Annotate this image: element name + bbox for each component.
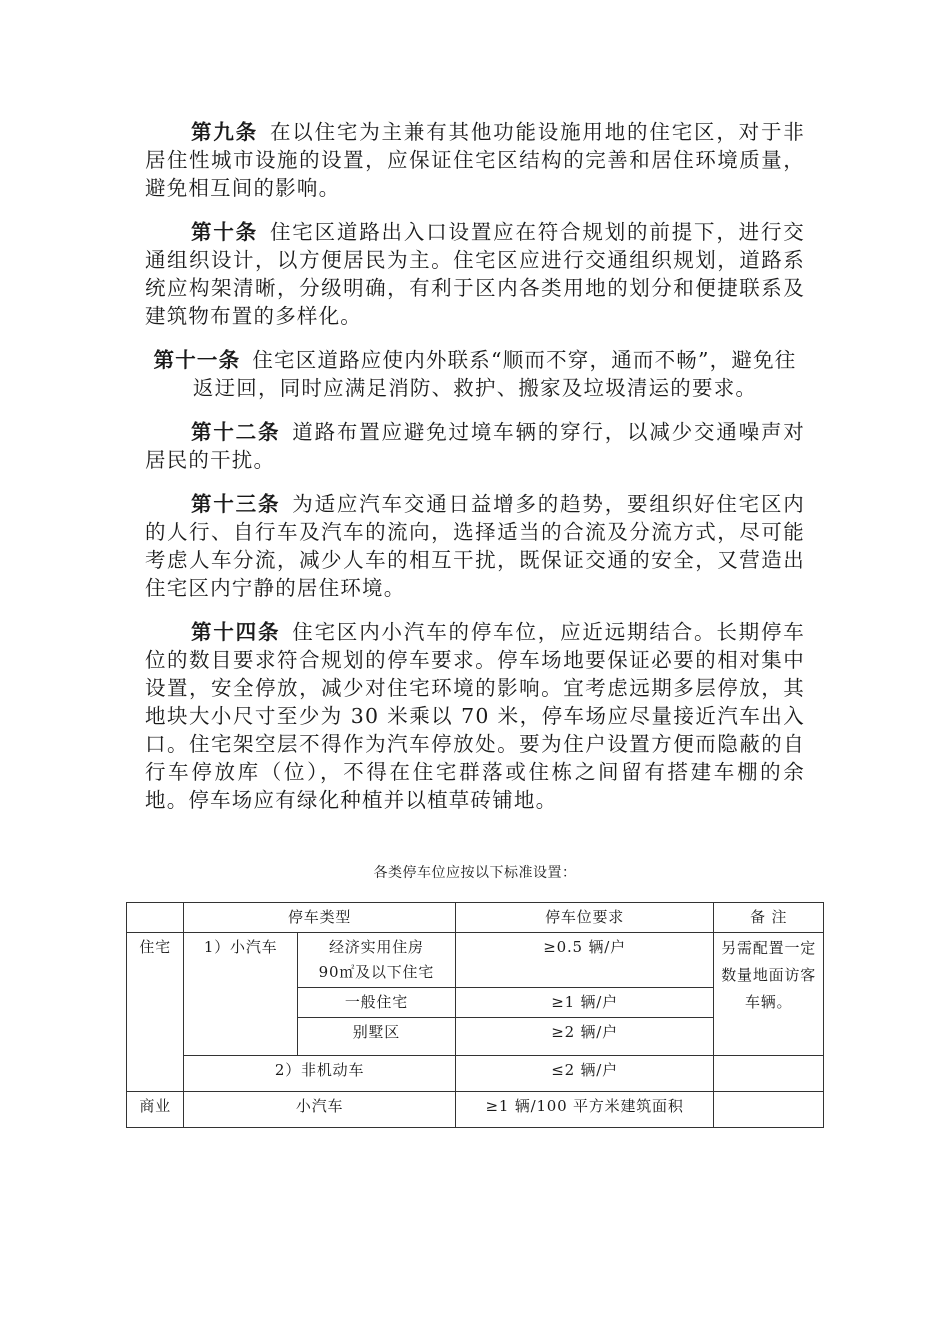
table-row (127, 1056, 824, 1092)
requirement-cell: ≥0.5 辆/户 (455, 933, 713, 988)
article-title: 第十三条 (191, 492, 281, 516)
document-body (145, 118, 805, 830)
commercial-type: 小汽车 (184, 1092, 456, 1128)
sub-type: 经济实用住房 (329, 938, 424, 956)
car-label: 1）小汽车 (184, 933, 298, 1056)
header-requirement: 停车位要求 (455, 903, 713, 933)
note-cell-empty (714, 1056, 824, 1092)
residential-label: 住宅 (127, 933, 184, 1092)
nonmotor-label: 2）非机动车 (184, 1056, 456, 1092)
parking-standards-table (126, 902, 824, 1128)
sub-type-2: 90㎡及以下住宅 (318, 963, 435, 981)
table-row (127, 933, 824, 988)
article-10 (145, 218, 805, 330)
article-12 (145, 418, 805, 474)
affordable-housing-cell (297, 933, 455, 988)
sub-type: 别墅区 (297, 1018, 455, 1056)
article-title: 第十二条 (191, 420, 281, 444)
requirement-cell: ≥1 辆/100 平方米建筑面积 (455, 1092, 713, 1128)
article-text: 住宅区内小汽车的停车位，应近远期结合。长期停车位的数目要求符合规划的停车要求。停车场地要保证必要的相对集中设置，安全停放，减少对住宅环境的影响。宜考虑远期多层停放，其地块大小尺寸至少为 30 米乘以 70 米，停车场应尽量接近汽车出入口。住宅架空层不得作为汽车停放处。要为住户设置方便而隐蔽的自行车停放库（位），不得在住宅群落或住栋之间留有搭建车棚的余地。停车场应有绿化种植并以植草砖铺地。 (145, 620, 805, 812)
table-header-row (127, 903, 824, 933)
table-caption: 各类停车位应按以下标准设置： (373, 865, 577, 881)
note-cell-empty (714, 1092, 824, 1128)
article-text: 为适应汽车交通日益增多的趋势，要组织好住宅区内的人行、自行车及汽车的流向，选择适当的合流及分流方式，尽可能考虑人车分流，减少人车的相互干扰，既保证交通的安全，又营造出住宅区内宁静的居住环境。 (145, 492, 805, 600)
article-title: 第十四条 (191, 620, 281, 644)
article-title: 第九条 (191, 120, 258, 144)
article-13 (145, 490, 805, 602)
header-type: 停车类型 (184, 903, 456, 933)
article-text: 道路布置应避免过境车辆的穿行，以减少交通噪声对居民的干扰。 (145, 420, 805, 472)
header-note: 备 注 (714, 903, 824, 933)
article-title: 第十一条 (153, 348, 241, 372)
article-9 (145, 118, 805, 202)
article-text: 在以住宅为主兼有其他功能设施用地的住宅区，对于非居住性城市设施的设置，应保证住宅区结构的完善和居住环境质量，避免相互间的影响。 (145, 120, 805, 200)
article-text: 住宅区道路应使内外联系“顺而不穿，通而不畅”，避免往返迂回，同时应满足消防、救护、搬家及垃圾清运的要求。 (192, 348, 797, 400)
article-title: 第十条 (191, 220, 258, 244)
requirement-cell: ≥1 辆/户 (455, 988, 713, 1018)
table-row (127, 1092, 824, 1128)
requirement-cell: ≥2 辆/户 (455, 1018, 713, 1056)
article-text: 住宅区道路出入口设置应在符合规划的前提下，进行交通组织设计，以方便居民为主。住宅区应进行交通组织规划，道路系统应构架清晰，分级明确，有利于区内各类用地的划分和便捷联系及建筑物布置的多样化。 (145, 220, 805, 328)
requirement-cell: ≤2 辆/户 (455, 1056, 713, 1092)
note-cell: 另需配置一定数量地面访客车辆。 (714, 933, 824, 1056)
article-14 (145, 618, 805, 814)
header-blank (127, 903, 184, 933)
article-11 (145, 346, 805, 402)
commercial-label: 商业 (127, 1092, 184, 1128)
sub-type: 一般住宅 (297, 988, 455, 1018)
